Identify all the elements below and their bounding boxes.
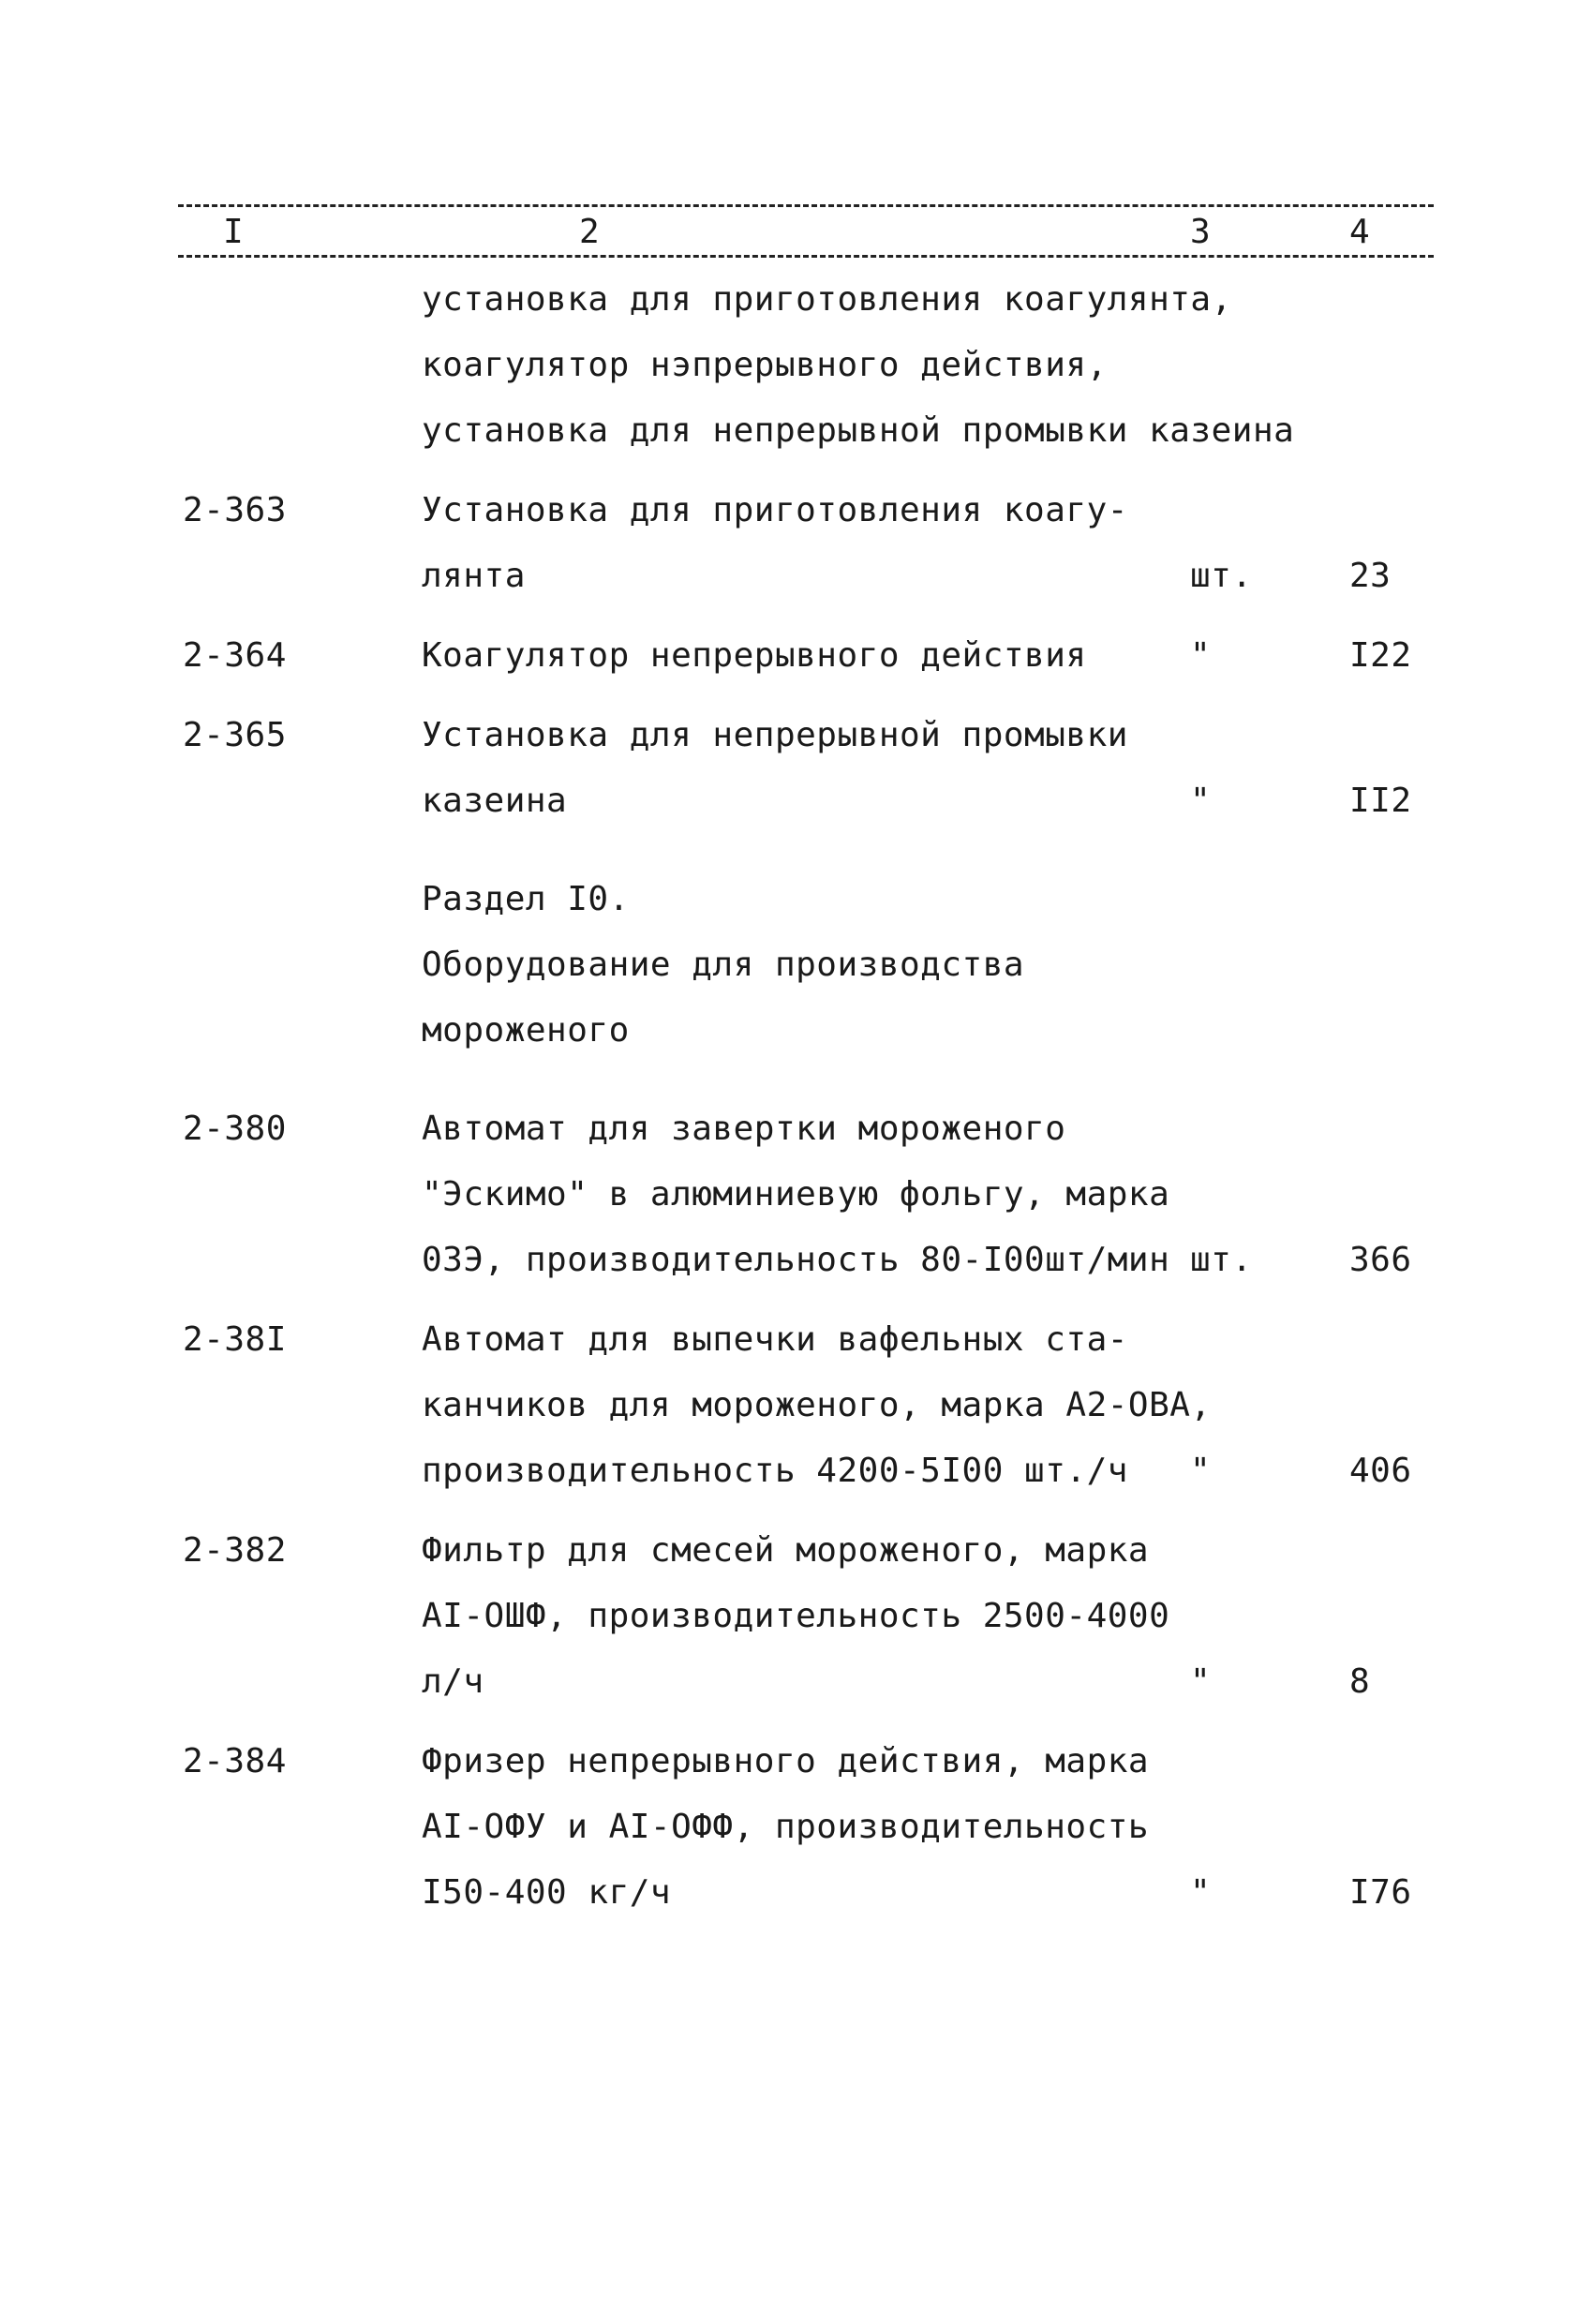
- row-quantity: 406: [1349, 1452, 1412, 1490]
- section-heading: мороженого: [422, 1011, 630, 1050]
- section-heading: Оборудование для производства: [422, 946, 1025, 984]
- section-heading: Раздел I0.: [422, 880, 630, 918]
- row-quantity: I22: [1349, 636, 1412, 675]
- row-description: "Эскимо" в алюминиевую фольгу, марка: [422, 1175, 1170, 1214]
- row-description: канчиков для мороженого, марка А2-ОВА,: [422, 1386, 1212, 1424]
- row-quantity: II2: [1349, 782, 1412, 820]
- row-description: Установка для непрерывной промывки: [422, 716, 1128, 754]
- row-description: Фризер непрерывного действия, марка: [422, 1742, 1150, 1780]
- header-col-2: 2: [579, 213, 600, 251]
- row-description: Автомат для выпечки вафельных ста-: [422, 1320, 1128, 1359]
- row-unit: шт.: [1190, 557, 1253, 595]
- header-col-1: I: [223, 213, 244, 251]
- table-top-rule: [178, 204, 1434, 207]
- row-description: производительность 4200-5I00 шт./ч: [422, 1452, 1128, 1490]
- header-col-4: 4: [1349, 213, 1370, 251]
- row-code: 2-363: [183, 491, 287, 529]
- intro-line: установка для непрерывной промывки казеина: [422, 411, 1295, 450]
- row-unit: ": [1190, 1452, 1212, 1490]
- row-unit: ": [1190, 782, 1212, 820]
- row-description: АI-ОФУ и АI-ОФФ, производительность: [422, 1808, 1150, 1846]
- row-code: 2-38I: [183, 1320, 287, 1359]
- intro-line: коагулятор нэпрерывного действия,: [422, 346, 1108, 384]
- row-code: 2-365: [183, 716, 287, 754]
- header-col-3: 3: [1190, 213, 1211, 251]
- row-description: 03Э, производительность 80-I00шт/мин: [422, 1241, 1170, 1279]
- row-code: 2-380: [183, 1110, 287, 1148]
- intro-line: установка для приготовления коагулянта,: [422, 280, 1232, 319]
- row-code: 2-364: [183, 636, 287, 675]
- row-unit: ": [1190, 1873, 1212, 1912]
- row-description: Автомат для завертки мороженого: [422, 1110, 1066, 1148]
- row-quantity: I76: [1349, 1873, 1412, 1912]
- row-description: лянта: [422, 557, 526, 595]
- row-code: 2-382: [183, 1531, 287, 1570]
- table-header-rule: [178, 255, 1434, 258]
- row-description: Фильтр для смесей мороженого, марка: [422, 1531, 1150, 1570]
- row-quantity: 23: [1349, 557, 1392, 595]
- row-description: казеина: [422, 782, 568, 820]
- row-unit: ": [1190, 1662, 1212, 1701]
- row-description: Коагулятор непрерывного действия: [422, 636, 1087, 675]
- row-quantity: 8: [1349, 1662, 1371, 1701]
- row-unit: шт.: [1190, 1241, 1253, 1279]
- row-quantity: 366: [1349, 1241, 1412, 1279]
- row-description: л/ч: [422, 1662, 484, 1701]
- row-code: 2-384: [183, 1742, 287, 1780]
- row-unit: ": [1190, 636, 1212, 675]
- row-description: АI-ОШФ, производительность 2500-4000: [422, 1597, 1170, 1635]
- row-description: Установка для приготовления коагу-: [422, 491, 1128, 529]
- row-description: I50-400 кг/ч: [422, 1873, 672, 1912]
